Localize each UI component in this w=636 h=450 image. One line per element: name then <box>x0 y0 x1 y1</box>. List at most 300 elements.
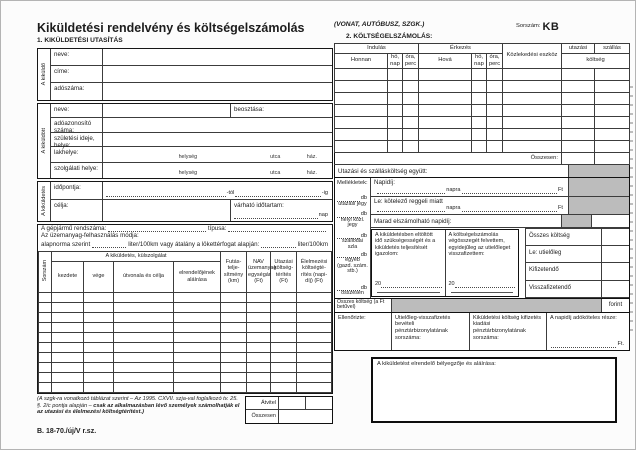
grid-cell <box>52 372 84 382</box>
grid-cell <box>335 104 388 116</box>
sender-side-label-text: A kiküldő <box>40 62 47 86</box>
total-label: Összesen <box>246 410 279 423</box>
empty-row <box>39 322 332 332</box>
grid-cell <box>595 92 630 104</box>
grid-cell <box>562 80 595 92</box>
settlement-middle-section <box>334 178 630 299</box>
grid-cell <box>335 92 388 104</box>
employee-block <box>37 103 333 179</box>
empty-row <box>39 292 332 302</box>
certify-time-text: A kiküldetésben eltöltött idő szükségességét és a kiküldetés teljesítését igazolom: <box>375 231 436 258</box>
sender-address-field <box>103 66 332 82</box>
grid-cell <box>174 342 221 352</box>
grid-cell <box>84 302 114 312</box>
right-header-row <box>334 21 630 33</box>
grid-cell <box>297 302 332 312</box>
grid-cell <box>335 128 388 140</box>
col-from: Honnan <box>335 53 388 68</box>
grid-cell <box>84 352 114 362</box>
grid-cell <box>221 332 247 342</box>
grid-cell <box>247 362 271 372</box>
grid-cell <box>297 322 332 332</box>
total-cost-cell <box>601 229 629 245</box>
grid-cell <box>271 352 297 362</box>
dotted-line <box>92 243 126 248</box>
grid-cell <box>472 68 487 80</box>
signature-line <box>451 288 514 293</box>
certification-area <box>371 228 629 298</box>
carry-label: Átvitel <box>246 397 279 409</box>
col-distance: Futás-telje-sítmény (km) <box>221 251 247 292</box>
hint-street: utca <box>270 154 281 161</box>
dotted-line <box>551 343 616 348</box>
breakfast-deduction-label: Le: kötelező reggeli miatt <box>374 197 443 205</box>
taxable-per-diem-label: A napidíj adóköteles része: <box>550 314 617 321</box>
dotted-line <box>462 189 558 194</box>
forint-label: forint <box>601 299 629 312</box>
per-diem-section <box>371 178 629 298</box>
grid-cell <box>247 342 271 352</box>
grid-cell <box>221 322 247 332</box>
grid-cell <box>271 312 297 322</box>
col-start: kezdete <box>52 261 84 292</box>
vehicle-plate-label: A gépjármű rendszáma: <box>41 225 107 233</box>
sender-rows <box>51 49 332 100</box>
checked-by-cell: Ellenőrizte: <box>335 313 392 350</box>
col-group-trip: A kiküldetés, külszolgálat <box>52 251 221 261</box>
grid-cell <box>297 342 332 352</box>
grid-cell <box>388 68 403 80</box>
fuel-mode-line <box>38 233 332 240</box>
sender-name-field <box>103 49 332 65</box>
mission-time-leader <box>106 190 329 197</box>
signature-line <box>377 288 440 293</box>
attachment-unit: db <box>360 251 367 258</box>
col-travel-cost: Utazási költség-térítés (Ft) <box>271 251 297 292</box>
col-end: vége <box>84 261 114 292</box>
grid-cell <box>39 362 52 372</box>
dotted-line <box>462 207 558 212</box>
total-row <box>246 410 332 423</box>
grid-cell <box>297 352 332 362</box>
carry-row <box>246 397 332 410</box>
footnote-part2: csak az alkalmazásban lévő személyek számolhatják el az utazási és élelmezési költségtérítést.) <box>37 402 240 416</box>
grid-cell <box>114 292 174 302</box>
dotted-line <box>377 207 445 212</box>
grid-cell <box>335 116 388 128</box>
duration-leader <box>234 212 329 219</box>
grid-cell <box>247 332 271 342</box>
grid-cell <box>297 312 332 322</box>
mission-purpose-field <box>103 200 230 221</box>
grid-cell <box>503 92 562 104</box>
grid-cell <box>472 104 487 116</box>
employee-service-label: szolgálati helye: <box>51 163 103 178</box>
sender-name-row <box>51 49 332 66</box>
stamp-box-label: A kiküldetést elrendelő bélyegzője és aláírása: <box>377 360 496 367</box>
employee-residence-row <box>51 147 332 163</box>
attachment-item <box>335 276 370 298</box>
grid-cell <box>114 382 174 392</box>
per-diem-leader <box>377 187 564 194</box>
per-diem-row <box>371 178 629 197</box>
grid-cell <box>562 128 595 140</box>
grid-cell <box>114 372 174 382</box>
grid-cell <box>52 332 84 342</box>
attachment-label: szállodai szla <box>342 238 363 250</box>
grid-cell <box>84 312 114 322</box>
attachment-label: helyi közl. jegy <box>340 216 365 229</box>
grid-cell <box>472 116 487 128</box>
breakfast-deduction-main <box>371 197 568 214</box>
advance-deduction-cell <box>601 246 629 262</box>
expense-total-lodging-cell <box>595 152 630 164</box>
grid-cell <box>114 342 174 352</box>
col-serial-text: Sorszám <box>41 259 48 281</box>
grid-cell <box>84 362 114 372</box>
carry-cell <box>279 397 306 409</box>
grid-cell <box>84 342 114 352</box>
attachments-column <box>335 178 371 298</box>
grid-cell <box>174 292 221 302</box>
grid-cell <box>472 140 487 152</box>
grid-cell <box>174 382 221 392</box>
empty-row <box>39 302 332 312</box>
grid-cell <box>595 140 630 152</box>
ft-dot-suffix: Ft. <box>617 341 624 348</box>
remaining-per-diem-row <box>371 215 629 228</box>
advance-deduction-label: Le: utielőleg <box>529 250 562 257</box>
grid-cell <box>297 372 332 382</box>
grid-cell <box>595 116 630 128</box>
dotted-line <box>108 227 206 232</box>
grid-cell <box>335 140 388 152</box>
mission-purpose-label: célja: <box>51 200 103 221</box>
col-month-day: hó, nap <box>472 53 487 68</box>
certify-amount-text: A költségelszámolás végösszegét felvettem, egyidejűleg az utielőleget visszafizettem: <box>448 231 511 258</box>
employee-taxid-row <box>51 118 332 133</box>
grid-cell <box>388 92 403 104</box>
mission-rows <box>51 182 332 221</box>
carry-cell <box>306 397 332 409</box>
grid-cell <box>562 140 595 152</box>
empty-row <box>39 332 332 342</box>
empty-row <box>39 352 332 362</box>
grid-cell <box>114 312 174 322</box>
grid-cell <box>503 80 562 92</box>
totals-column <box>525 228 629 298</box>
employee-service-row <box>51 163 332 178</box>
mission-side-label-text: A kiküldetés <box>40 186 47 216</box>
breakfast-leader <box>377 205 564 212</box>
verification-row <box>334 313 630 351</box>
grid-cell <box>271 342 297 352</box>
grid-cell <box>247 302 271 312</box>
expense-table-body <box>335 68 630 152</box>
grid-cell <box>271 382 297 392</box>
grid-cell <box>472 128 487 140</box>
grid-cell <box>388 116 403 128</box>
employee-position-label: beosztása: <box>230 104 332 117</box>
grid-cell <box>487 104 503 116</box>
payable-label: Kifizetendő <box>529 267 559 274</box>
certification-box <box>371 229 519 297</box>
grid-cell <box>114 322 174 332</box>
travel-lodging-total-row <box>334 165 630 178</box>
col-month-day: hó, nap <box>388 53 403 68</box>
grid-cell <box>388 140 403 152</box>
transport-modes-note: (VONAT, AUTÓBUSZ, SZGK.) <box>334 21 425 28</box>
left-column <box>37 21 333 436</box>
empty-row <box>335 68 630 80</box>
employee-birth-field <box>103 133 332 146</box>
col-meal-cost: Élelmezési költségté-rítés (napi-díj) (Ft) <box>297 251 332 292</box>
certify-time-cell <box>372 230 446 296</box>
grid-cell <box>472 92 487 104</box>
col-transport: Közlekedési eszköz <box>503 43 562 68</box>
section-2-heading: 2. KÖLTSÉGELSZÁMOLÁS: <box>346 33 433 40</box>
grid-cell <box>174 332 221 342</box>
empty-row <box>335 104 630 116</box>
col-hour-min: óra, perc <box>487 53 503 68</box>
attachment-label: utazási jegy <box>338 200 367 207</box>
breakfast-deduction-cell <box>568 197 629 214</box>
grid-cell <box>595 128 630 140</box>
advance-deduction-row <box>526 246 629 263</box>
grid-cell <box>562 68 595 80</box>
grid-cell <box>419 140 472 152</box>
attachment-item <box>335 252 370 277</box>
empty-row <box>335 128 630 140</box>
sender-tax-field <box>103 83 332 100</box>
footnote-part1: (A szgk-ra vonatkozó táblázat szerint – Az 1995. CXVII. szja-val foglalkozó tv. 25. §. 2/c pontja alapján – <box>37 395 238 409</box>
ft-suffix: Ft <box>558 187 563 194</box>
grid-cell <box>487 92 503 104</box>
grid-cell <box>52 382 84 392</box>
sender-tax-row <box>51 83 332 100</box>
grid-cell <box>503 128 562 140</box>
trip-table <box>38 251 332 393</box>
expense-table-header <box>335 43 630 68</box>
employee-residence-field <box>103 147 332 162</box>
days-suffix: napra <box>446 187 461 194</box>
employee-residence-label: lakhelye: <box>51 147 103 162</box>
travel-lodging-total-cell <box>568 165 629 177</box>
grid-cell <box>419 68 472 80</box>
empty-row <box>335 140 630 152</box>
grid-cell <box>595 80 630 92</box>
grid-cell <box>503 140 562 152</box>
left-bottom-row <box>37 396 333 424</box>
grid-cell <box>114 352 174 362</box>
grid-cell <box>487 116 503 128</box>
attachment-label: összesen <box>341 290 364 297</box>
repayable-row <box>526 281 629 297</box>
taxable-amount-leader <box>551 341 625 348</box>
grid-cell <box>39 342 52 352</box>
col-serial <box>39 251 52 292</box>
hint-city: helység <box>178 170 198 177</box>
payable-row <box>526 263 629 280</box>
grid-cell <box>52 302 84 312</box>
empty-row <box>335 116 630 128</box>
grid-cell <box>403 116 419 128</box>
trip-table-body <box>39 292 332 392</box>
grid-cell <box>335 68 388 80</box>
grid-cell <box>472 80 487 92</box>
grid-cell <box>562 92 595 104</box>
mission-purpose-row <box>51 200 332 221</box>
per-diem-cell <box>568 178 629 196</box>
travel-lodging-total-label: Utazási és szállásköltség együtt: <box>338 167 428 175</box>
norm-unit-label: liter/100km vagy átalány a lökettérfogat alapján: <box>128 241 260 249</box>
expense-total-travel-cell <box>562 152 595 164</box>
grid-cell <box>403 104 419 116</box>
hint-city: helység <box>178 154 198 161</box>
grid-cell <box>503 104 562 116</box>
grid-cell <box>114 362 174 372</box>
employee-service-field <box>103 163 332 178</box>
grid-cell <box>562 104 595 116</box>
employee-birth-row <box>51 133 332 147</box>
grid-cell <box>419 80 472 92</box>
attachments-label: Mellékletek: <box>337 179 368 186</box>
mission-block <box>37 181 333 222</box>
grid-cell <box>403 128 419 140</box>
grid-cell <box>419 104 472 116</box>
grid-cell <box>221 312 247 322</box>
page-title: Kiküldetési rendelvény és költségelszámolás <box>37 21 305 35</box>
amount-in-words-band <box>392 299 601 312</box>
grid-cell <box>297 382 332 392</box>
taxable-per-diem-cell <box>547 313 629 350</box>
base-norm-label: alapnorma szerint <box>41 241 91 249</box>
grid-cell <box>84 382 114 392</box>
col-cost: költség <box>562 53 630 68</box>
empty-row <box>39 312 332 322</box>
grid-cell <box>39 292 52 302</box>
attachment-item <box>335 187 370 209</box>
employee-birth-label: születési ideje, helye: <box>51 133 103 146</box>
employee-side-label-text: A kiküldött <box>40 127 47 154</box>
certify-amount-cell <box>446 230 519 296</box>
sender-name-label: neve: <box>51 49 103 65</box>
grid-cell <box>247 322 271 332</box>
grid-cell <box>52 362 84 372</box>
sender-address-row <box>51 66 332 83</box>
grid-cell <box>52 312 84 322</box>
per-diem-main <box>371 178 568 196</box>
mission-time-label: időpontja: <box>51 182 103 199</box>
grid-cell <box>174 362 221 372</box>
duration-label: várható időtartam: <box>234 201 284 209</box>
grid-cell <box>174 352 221 362</box>
grid-cell <box>503 68 562 80</box>
serial-number <box>516 21 559 34</box>
grid-cell <box>403 80 419 92</box>
grid-cell <box>221 342 247 352</box>
dotted-line <box>234 214 318 219</box>
mission-time-field <box>103 182 332 199</box>
sender-block <box>37 48 333 101</box>
repayable-label: Visszafizetendő <box>529 284 571 291</box>
grid-cell <box>271 332 297 342</box>
legal-footnote <box>37 396 241 424</box>
dotted-line <box>228 227 326 232</box>
grid-cell <box>403 92 419 104</box>
grid-cell <box>388 80 403 92</box>
grid-cell <box>419 128 472 140</box>
attachment-unit: db <box>360 194 367 201</box>
perforation-marks <box>630 86 633 336</box>
grid-cell <box>221 372 247 382</box>
grid-cell <box>221 382 247 392</box>
trip-table-header <box>39 251 332 292</box>
grid-cell <box>247 312 271 322</box>
remaining-per-diem-cell <box>591 215 629 227</box>
empty-row <box>39 382 332 392</box>
fuel-mode-label: Az üzemanyag-felhasználás módja: <box>41 232 139 240</box>
grid-cell <box>271 302 297 312</box>
grid-cell <box>39 332 52 342</box>
grid-cell <box>39 372 52 382</box>
dotted-line <box>377 189 445 194</box>
col-hour-min: óra, perc <box>403 53 419 68</box>
expense-table <box>334 43 630 165</box>
payable-cell <box>601 263 629 279</box>
payment-receipt-cell: Kiküldetési költség kifizetés kiadási pénztárbizonylatának sorszáma: <box>470 313 547 350</box>
total-cost-row <box>526 229 629 246</box>
grid-cell <box>84 292 114 302</box>
grid-cell <box>271 322 297 332</box>
grid-cell <box>221 292 247 302</box>
grid-cell <box>487 140 503 152</box>
mission-side-label <box>38 182 51 221</box>
grid-cell <box>503 116 562 128</box>
per-diem-label: Napidíj: <box>374 178 395 186</box>
attachment-item <box>335 208 370 230</box>
ft-suffix: Ft <box>558 205 563 212</box>
grid-cell <box>221 302 247 312</box>
grid-cell <box>221 362 247 372</box>
grid-cell <box>247 372 271 382</box>
grid-cell <box>174 322 221 332</box>
right-column <box>334 21 630 423</box>
days-suffix: napra <box>446 205 461 212</box>
col-fuel-price: NAV üzemanyag egységár (Ft) <box>247 251 271 292</box>
col-arrival: Érkezés <box>419 43 503 53</box>
empty-row <box>39 362 332 372</box>
carry-total-box <box>245 396 333 424</box>
mission-duration-cell <box>230 200 332 221</box>
attachment-unit: db <box>360 210 367 217</box>
grid-cell <box>403 68 419 80</box>
grid-cell <box>595 104 630 116</box>
col-to: Hová <box>419 53 472 68</box>
norm-unit2-label: liter/100km <box>297 241 328 249</box>
expense-total-row <box>335 152 630 164</box>
employee-name-row <box>51 104 332 118</box>
grid-cell <box>487 68 503 80</box>
grid-cell <box>174 302 221 312</box>
grid-cell <box>174 372 221 382</box>
employee-taxid-field <box>103 118 332 132</box>
attachment-label: egyéb (gazd. szám. stb.) <box>337 257 368 275</box>
mission-time-row <box>51 182 332 200</box>
col-orderer-sign: elrendelőjének aláírása <box>174 261 221 292</box>
serial-value: KB <box>542 21 560 33</box>
year-prefix: 20 <box>375 281 382 288</box>
